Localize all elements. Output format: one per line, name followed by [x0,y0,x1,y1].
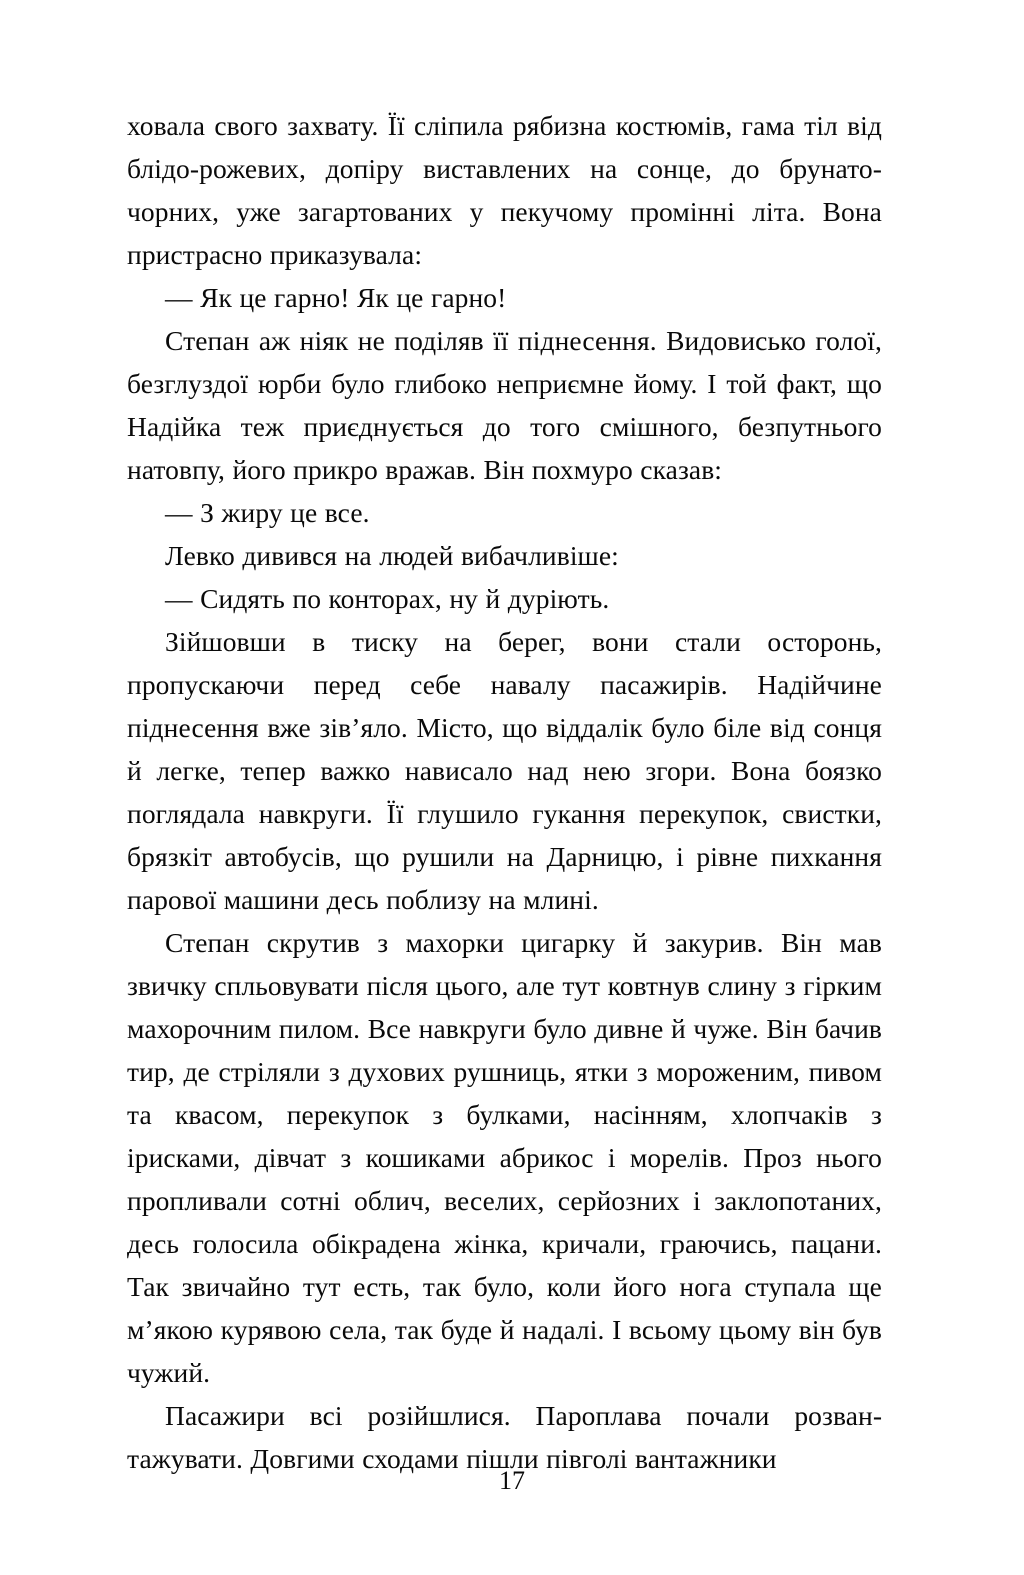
text-column [127,104,882,1480]
dialogue-line: — Сидять по конторах, ну й дуріють. [165,583,610,614]
page-number: 17 [499,1466,525,1495]
paragraph: Степан скрутив з махорки цигарку й закурив. Він мав звичку спльовувати після цього, але тут ковтнув слину з гірким махорочним пилом. Все навкруги було дивне й чуже. Він бачив тир, де стріляли з духових рушниць, ятки з мороженим, пивом та квасом, перекупок з булками, насінням, хлопчаків з ірисками, дівчат з кошиками абрикос і морелів. Проз нього пропливали сотні облич, веселих, серйозних і заклопотаних, десь голосила обікрадена жінка, кричали, граючись, пацани. Так звичайно тут есть, так було, коли його нога ступала ще м’якою курявою села, так буде й надалі. І всьому цьому він був чужий. [127,927,882,1388]
paragraph: Степан аж ніяк не поділяв її піднесення. Видовисько голої, безглуздої юрби було глибоко неприємне йому. І той факт, що Надійка теж приєднується до того смішного, безпутнього натовпу, його прикро вражав. Він похмуро сказав: [127,325,882,485]
paragraph: Зійшовши в тиску на берег, вони стали осторонь, пропускаючи перед себе навалу пасажирів. Надійчине піднесення вже зів’яло. Місто, що віддалік було біле від сонця й легке, тепер важко нависало над нею згори. Вона боязко поглядала навкруги. Її глушило гукання перекупок, свистки, брязкіт автобусів, що рушили на Дарницю, і рівне пихкання парової машини десь поблизу на млині. [127,626,882,915]
paragraph: Пасажири всі розійшлися. Пароплава почали розвантажувати. Довгими сходами пішли півголі вантажники [127,1400,882,1474]
dialogue-line: — Як це гарно! Як це гарно! [165,282,507,313]
paragraph-continuation: ховала свого захвату. Її сліпила рябизна костюмів, гама тіл від блідо-рожевих, допіру виставлених на сонце, до брунато-чорних, уже загартованих у пекучому промінні літа. Вона пристрасно приказувала: [127,110,882,270]
paragraph: Левко дивився на людей вибачливіше: [165,540,619,571]
dialogue-line: — З жиру це все. [165,497,370,528]
